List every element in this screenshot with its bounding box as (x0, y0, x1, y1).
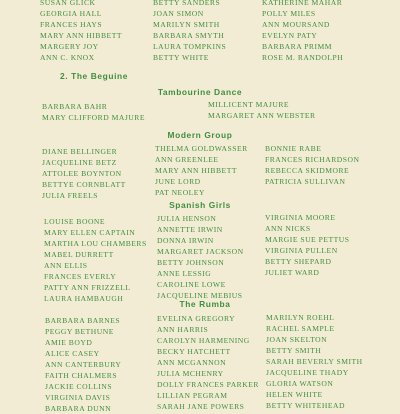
dancer-name: BONNIE RABE (265, 144, 322, 153)
dancer-name: BARBARA BARNES (45, 316, 121, 325)
dancer-name: ALICE CASEY (45, 349, 100, 358)
dancer-name: JULIA FREELS (42, 191, 98, 200)
names-column (266, 312, 363, 411)
dancer-name: MARGERY JOY (40, 42, 99, 51)
dancer-name: ANN HARRIS (157, 325, 209, 334)
dancer-name: BETTY JOHNSON (157, 258, 225, 267)
dancer-name: RACHEL SAMPLE (266, 324, 335, 333)
dancer-name: SARAH JANE POWERS (157, 402, 245, 411)
dancer-name: FRANCES RICHARDSON (265, 155, 360, 164)
dancer-name: GLORIA WATSON (266, 379, 334, 388)
dancer-name: BETTY SANDERS (153, 0, 221, 7)
dancer-name: FRANCES EVERLY (44, 272, 117, 281)
dancer-name: MARILYN ROEHL (266, 313, 335, 322)
section-heading-beguine: 2. The Beguine (60, 71, 128, 81)
dancer-name: BETTY SHEPARD (265, 257, 332, 266)
dancer-name: ANNE LESSIG (157, 269, 212, 278)
dancer-name: PATTY ANN FRIZZELL (44, 283, 131, 292)
dancer-name: JACKIE COLLINS (45, 382, 113, 391)
dancer-name: FRANCES HAYS (40, 20, 103, 29)
dancer-name: ANN NICKS (265, 224, 311, 233)
section-heading-rumba: The Rumba (179, 299, 231, 309)
dancer-name: ANN CANTERBURY (45, 360, 122, 369)
names-column (42, 101, 145, 123)
dancer-name: LILLIAN PEGRAM (157, 391, 228, 400)
dancer-name: JULIET WARD (265, 268, 320, 277)
section-heading-modern: Modern Group (167, 130, 233, 140)
dancer-name: BETTYE CORNBLATT (42, 180, 126, 189)
names-column (265, 212, 349, 278)
dancer-name: MARY ANN HIBBETT (155, 166, 237, 175)
dancer-name: DIANE BELLINGER (42, 147, 118, 156)
dancer-name: JACQUELINE MEBIUS (157, 291, 243, 300)
dancer-name: BECKY HATCHETT (157, 347, 231, 356)
dancer-name: MARY CLIFFORD MAJURE (42, 113, 145, 122)
dancer-name: LAURA HAMBAUGH (44, 294, 124, 303)
dancer-name: JULIA HENSON (157, 214, 217, 223)
names-column (208, 99, 316, 121)
dancer-name: PAT NEOLEY (155, 188, 205, 197)
dancer-name: ANN ELLIS (44, 261, 88, 270)
names-column (262, 0, 343, 63)
dancer-name: VIRGINIA PULLEN (265, 246, 338, 255)
dancer-name: JOAN SIMON (153, 9, 204, 18)
dancer-name: REBECCA SKIDMORE (265, 166, 350, 175)
dancer-name: FAITH CHALMERS (45, 371, 118, 380)
dancer-name: ANN C. KNOX (40, 53, 95, 62)
dancer-name: MARGARET ANN WEBSTER (208, 111, 316, 120)
dancer-name: ANN MCGANNON (157, 358, 227, 367)
dancer-name: SARAH BEVERLY SMITH (266, 357, 363, 366)
dancer-name: LOUISE BOONE (44, 217, 106, 226)
dancer-name: LAURA TOMPKINS (153, 42, 227, 51)
dancer-name: MARY ELLEN CAPTAIN (44, 228, 136, 237)
dancer-name: BARBARA DUNN (45, 404, 112, 413)
dancer-name: MABEL DURRETT (44, 250, 114, 259)
dancer-name: ANNETTE IRWIN (157, 225, 223, 234)
dancer-name: JUNE LORD (155, 177, 201, 186)
dancer-name: BARBARA BAHR (42, 102, 108, 111)
dancer-name: JACQUELINE THADY (266, 368, 349, 377)
dancer-name: MARGIE SUE PETTUS (265, 235, 350, 244)
dancer-name: EVELYN PATY (262, 31, 318, 40)
dancer-name: DONNA IRWIN (157, 236, 214, 245)
dancer-name: BARBARA PRIMM (262, 42, 333, 51)
section-heading-tambourine: Tambourine Dance (157, 87, 243, 97)
dancer-name: CAROLINE LOWE (157, 280, 226, 289)
dancer-name: BARBARA SMYTH (153, 31, 225, 40)
names-column (265, 143, 359, 187)
names-column (157, 213, 244, 301)
section-heading-spanish: Spanish Girls (169, 200, 231, 210)
dancer-name: DOLLY FRANCES PARKER (157, 380, 259, 389)
dancer-name: SUSAN GLICK (40, 0, 96, 7)
names-column (44, 216, 147, 304)
dancer-name: BETTY WHITE (153, 53, 209, 62)
dancer-name: POLLY MILES (262, 9, 316, 18)
dancer-name: JACQUELINE BETZ (42, 158, 117, 167)
dancer-name: BETTY SMITH (266, 346, 322, 355)
dancer-name: MARY ANN HIBBETT (40, 31, 122, 40)
names-column (155, 143, 248, 198)
dancer-name: MARTHA LOU CHAMBERS (44, 239, 147, 248)
dancer-name: HELEN WHITE (266, 390, 323, 399)
dancer-name: EVELINA GREGORY (157, 314, 236, 323)
dancer-name: MILLICENT MAJURE (208, 100, 290, 109)
dancer-name: JOAN SKELTON (266, 335, 328, 344)
dancer-name: VIRGINIA DAVIS (45, 393, 111, 402)
dancer-name: ANN MOURSAND (262, 20, 330, 29)
names-column (45, 315, 121, 414)
dancer-name: ANN GREENLEE (155, 155, 219, 164)
dancer-name: BETTY WHITEHEAD (266, 401, 345, 410)
names-column (40, 0, 122, 63)
dancer-name: THELMA GOLDWASSER (155, 144, 248, 153)
names-column (157, 313, 259, 412)
dancer-name: VIRGINIA MOORE (265, 213, 336, 222)
dancer-name: CAROLYN HARMENING (157, 336, 250, 345)
names-column (153, 0, 226, 63)
dancer-name: PEGGY BETHUNE (45, 327, 114, 336)
dancer-name: ATTOLEE BOYNTON (42, 169, 122, 178)
dancer-name: GEORGIA HALL (40, 9, 102, 18)
dancer-name: PATRICIA SULLIVAN (265, 177, 346, 186)
dancer-name: KATHERINE MAHAR (262, 0, 343, 7)
dancer-name: MARILYN SMITH (153, 20, 220, 29)
dancer-name: JULIA MCHENRY (157, 369, 224, 378)
dancer-name: AMIE BOYD (45, 338, 93, 347)
names-column (42, 146, 126, 201)
dancer-name: ROSE M. RANDOLPH (262, 53, 344, 62)
dancer-name: MARGARET JACKSON (157, 247, 244, 256)
